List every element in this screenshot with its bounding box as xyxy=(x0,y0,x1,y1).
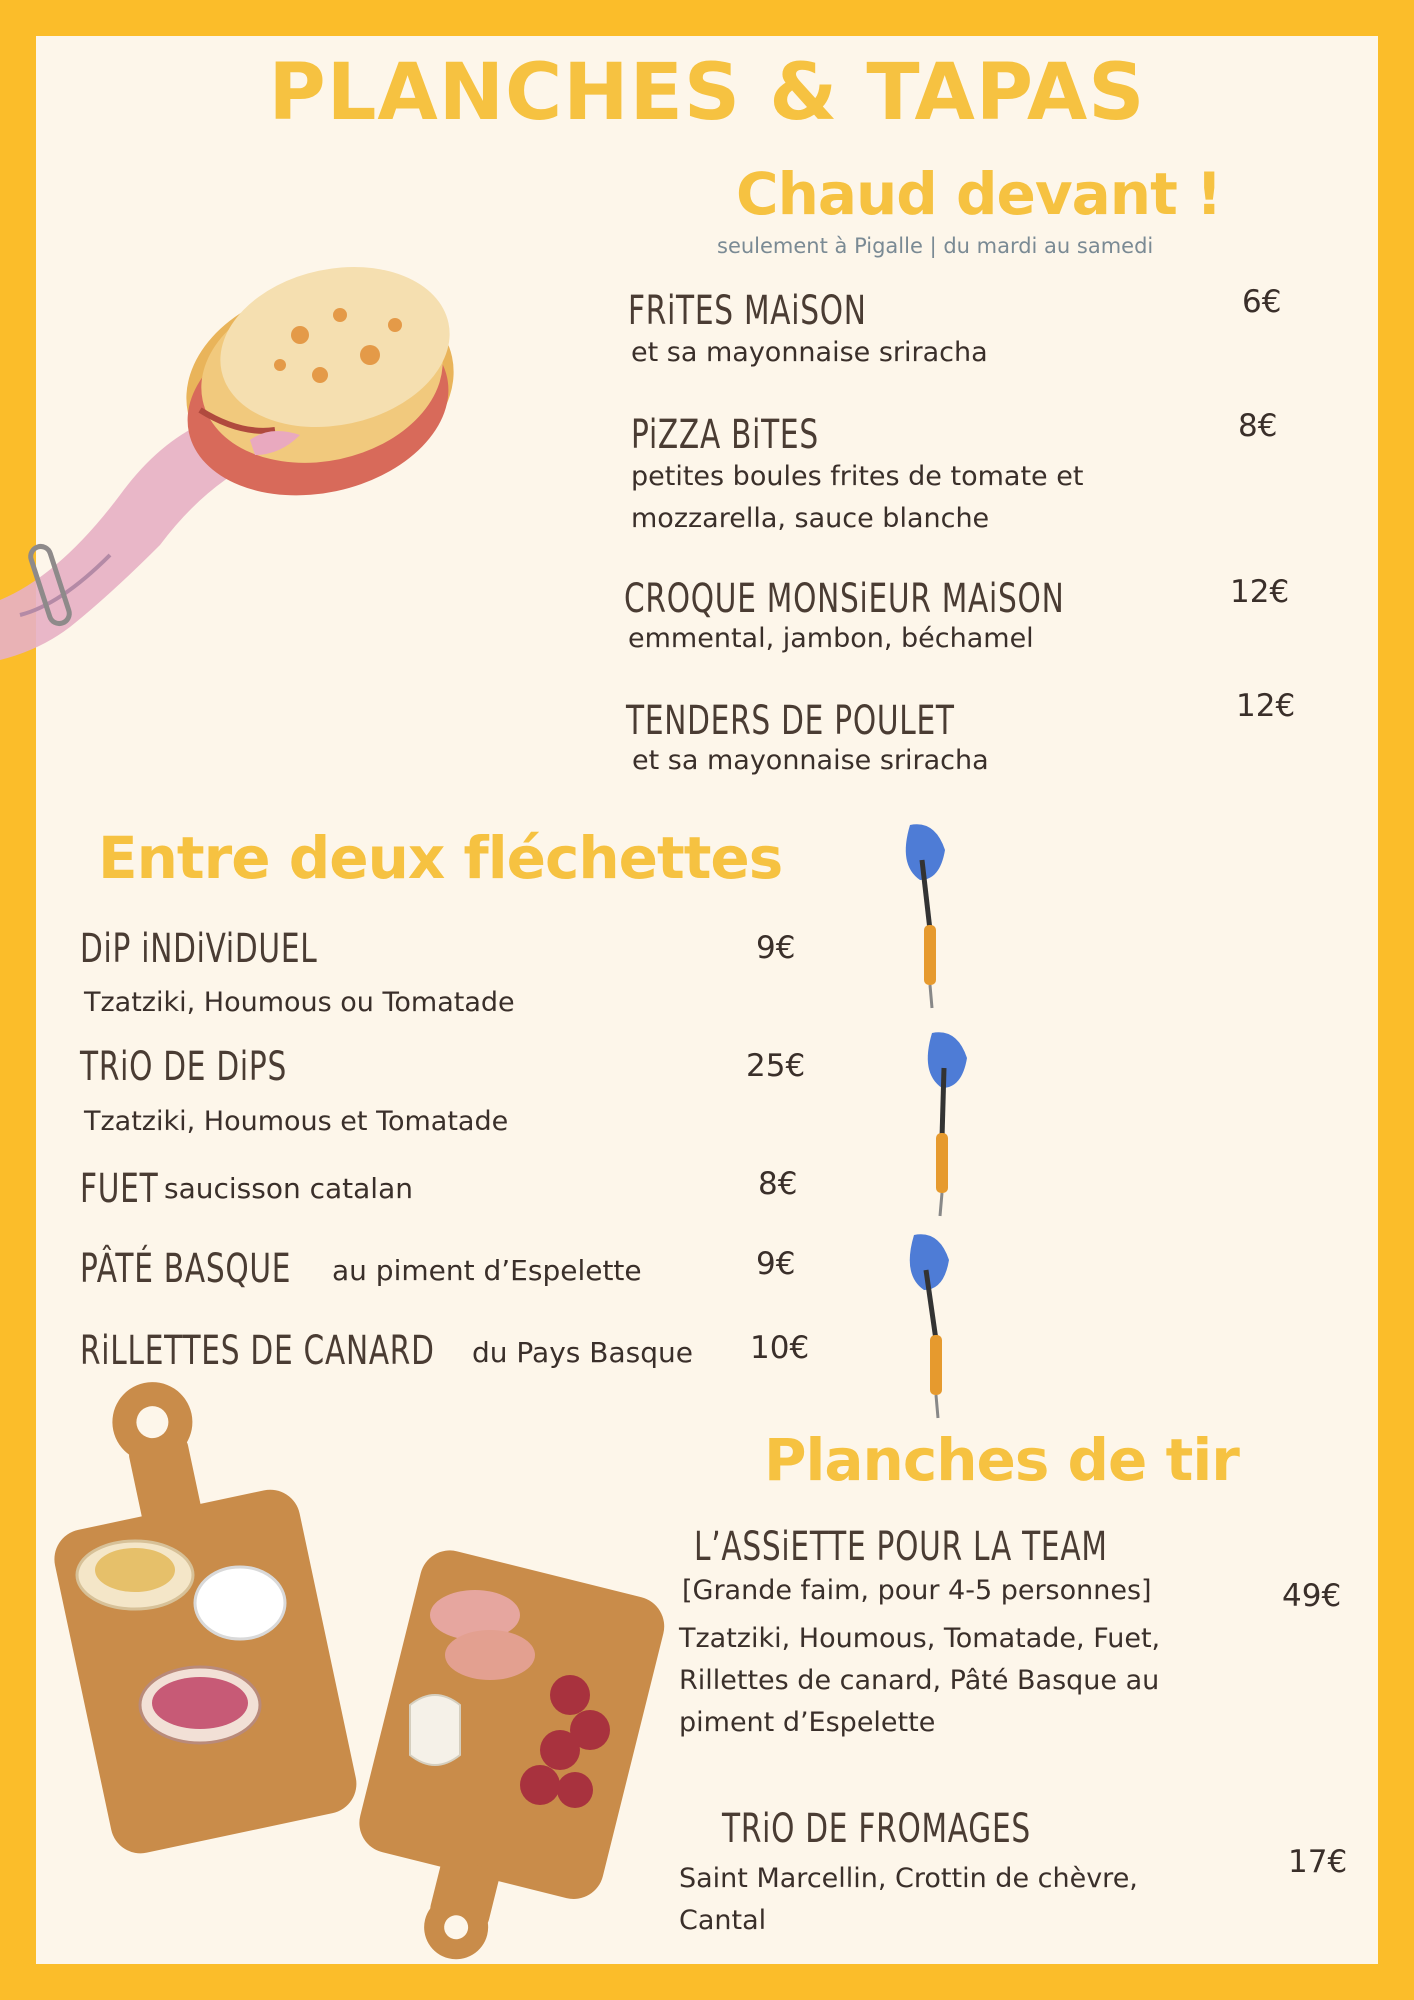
item-price: 9€ xyxy=(756,930,796,966)
item-price: 6€ xyxy=(1242,284,1282,320)
item-desc: piment d’Espelette xyxy=(679,1707,936,1738)
item-price: 25€ xyxy=(746,1048,806,1084)
dart-icon xyxy=(912,1028,982,1218)
item-name: PiZZA BiTES xyxy=(631,412,819,458)
charcuterie-board-illustration xyxy=(50,1395,670,1955)
item-name: PÂTÉ BASQUE xyxy=(80,1246,292,1292)
item-price: 17€ xyxy=(1288,1844,1348,1880)
item-desc: Tzatziki, Houmous et Tomatade xyxy=(84,1106,509,1137)
dart-icon xyxy=(894,1230,964,1420)
item-name: TENDERS DE POULET xyxy=(626,698,955,744)
item-desc: du Pays Basque xyxy=(472,1336,693,1369)
item-desc: saucisson catalan xyxy=(164,1172,413,1205)
item-price: 10€ xyxy=(750,1330,810,1366)
item-desc: Tzatziki, Houmous ou Tomatade xyxy=(84,987,515,1018)
item-desc: petites boules frites de tomate et xyxy=(631,461,1084,492)
item-price: 12€ xyxy=(1230,574,1290,610)
item-name: CROQUE MONSiEUR MAiSON xyxy=(624,576,1065,622)
item-desc: Cantal xyxy=(679,1905,767,1936)
section-note-chaud: seulement à Pigalle | du mardi au samedi xyxy=(717,234,1154,258)
dart-icon xyxy=(890,820,960,1010)
item-desc: et sa mayonnaise sriracha xyxy=(631,337,988,368)
item-name: FUET xyxy=(80,1166,159,1212)
item-desc: Saint Marcellin, Crottin de chèvre, xyxy=(679,1863,1138,1894)
item-name: TRiO DE FROMAGES xyxy=(722,1806,1031,1852)
item-price: 8€ xyxy=(1238,408,1278,444)
item-price: 8€ xyxy=(758,1166,798,1202)
section-heading-chaud: Chaud devant ! xyxy=(736,160,1222,228)
item-name: FRiTES MAiSON xyxy=(628,288,867,334)
item-desc: Rillettes de canard, Pâté Basque au xyxy=(679,1665,1160,1696)
item-name: TRiO DE DiPS xyxy=(80,1044,288,1090)
sandwich-illustration xyxy=(0,255,470,695)
item-price: 9€ xyxy=(756,1246,796,1282)
item-desc: et sa mayonnaise sriracha xyxy=(632,745,989,776)
item-subtitle: [Grande faim, pour 4-5 personnes] xyxy=(682,1575,1152,1606)
menu-title: PLANCHES & TAPAS xyxy=(268,48,1146,138)
item-name: RiLLETTES DE CANARD xyxy=(80,1328,435,1374)
item-desc: mozzarella, sauce blanche xyxy=(631,503,990,534)
item-name: L’ASSiETTE POUR LA TEAM xyxy=(694,1524,1108,1570)
item-name: DiP iNDiViDUEL xyxy=(80,926,318,972)
item-desc: Tzatziki, Houmous, Tomatade, Fuet, xyxy=(679,1623,1161,1654)
item-price: 12€ xyxy=(1236,688,1296,724)
item-desc: emmental, jambon, béchamel xyxy=(628,623,1034,654)
section-heading-planches: Planches de tir xyxy=(764,1426,1239,1494)
section-heading-flechettes: Entre deux fléchettes xyxy=(98,824,783,892)
item-desc: au piment d’Espelette xyxy=(332,1254,642,1287)
item-price: 49€ xyxy=(1282,1578,1342,1614)
